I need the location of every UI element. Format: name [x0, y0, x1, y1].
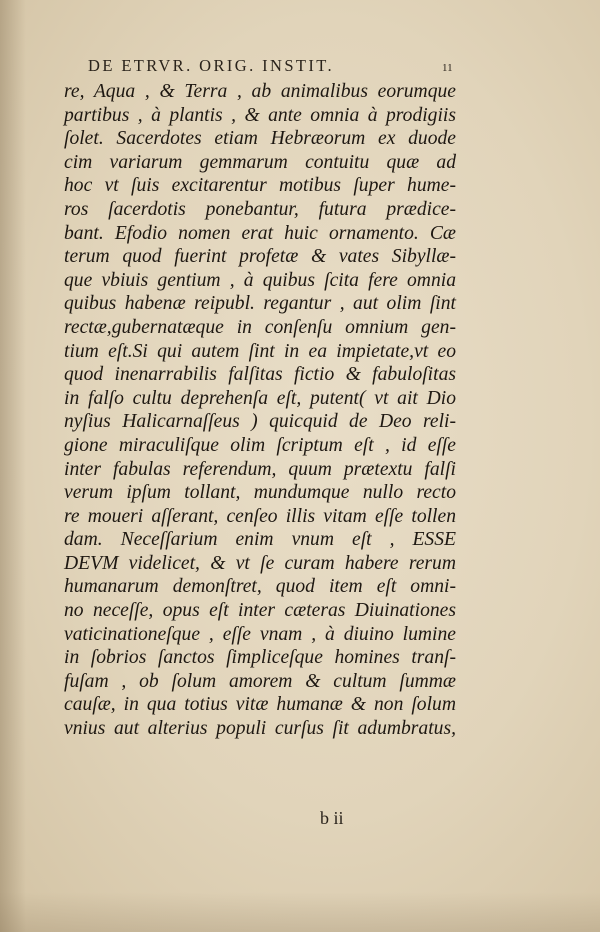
text-line: re moueri aſſerant, cenſeo illis vitam eſſe tollen: [64, 505, 456, 527]
text-line: dam. Neceſſarium enim vnum eſt , ESSE: [64, 529, 456, 551]
text-line: quibus habenæ reipubl. regantur , aut olim ſint: [64, 293, 456, 315]
signature-mark: b ii: [320, 808, 344, 828]
text-line: gione miraculiſque olim ſcriptum eſt , id eſſe: [64, 434, 456, 456]
text-line: DEVM videlicet, & vt ſe curam habere rerum: [64, 552, 456, 574]
page-number: 11: [442, 62, 453, 74]
text-line: ros ſacerdotis ponebantur, futura prædice-: [64, 198, 456, 220]
text-line: cauſæ, in qua totius vitæ humanæ & non ſolum: [64, 694, 456, 716]
text-line: cim variarum gemmarum contuitu quæ ad: [64, 151, 456, 173]
text-line: humanarum demonſtret, quod item eſt omni-: [64, 576, 456, 598]
text-line: inter fabulas referendum, quum prætextu falſi: [64, 458, 456, 480]
text-line: fuſam , ob ſolum amorem & cultum ſummæ: [64, 670, 456, 692]
text-line: vnius aut alterius populi curſus ſit adumbratus,: [64, 718, 456, 740]
text-line: no neceſſe, opus eſt inter cæteras Diuinationes: [64, 600, 456, 622]
text-line: in falſo cultu deprehenſa eſt, putent( vt ait Dio: [64, 387, 456, 409]
text-line: terum quod fuerint profetæ & vates Sibyllæ-: [64, 246, 456, 268]
text-line: que vbiuis gentium , à quibus ſcita fere omnia: [64, 269, 456, 291]
text-line: vaticinationeſque , eſſe vnam , à diuino lumine: [64, 623, 456, 645]
running-head: DE ETRVR. ORIG. INSTIT.: [88, 56, 335, 75]
text-line: nyſius Halicarnaſſeus ) quicquid de Deo reli-: [64, 411, 456, 433]
text-line: quod inenarrabilis falſitas fictio & fabuloſitas: [64, 364, 456, 386]
text-line: partibus , à plantis , & ante omnia à prodigiis: [64, 104, 456, 126]
text-line: in ſobrios ſanctos ſimpliceſque homines tranſ-: [64, 647, 456, 669]
text-line: hoc vt ſuis excitarentur motibus ſuper hume-: [64, 175, 456, 197]
text-line: tium eſt.Si qui autem ſint in ea impietate,vt eo: [64, 340, 456, 362]
text-line: rectæ,gubernatæque in conſenſu omnium gen-: [64, 316, 456, 338]
text-line: re, Aqua , & Terra , ab animalibus eorumque: [64, 81, 456, 102]
gutter-shadow: [0, 0, 26, 932]
bottom-shadow: [0, 892, 600, 932]
text-line: verum ipſum tollant, mundumque nullo recto: [64, 482, 456, 504]
text-line: bant. Efodio nomen erat huic ornamento. Cæ: [64, 222, 456, 244]
text-line: ſolet. Sacerdotes etiam Hebræorum ex duode: [64, 128, 456, 150]
body-text: [64, 80, 456, 741]
